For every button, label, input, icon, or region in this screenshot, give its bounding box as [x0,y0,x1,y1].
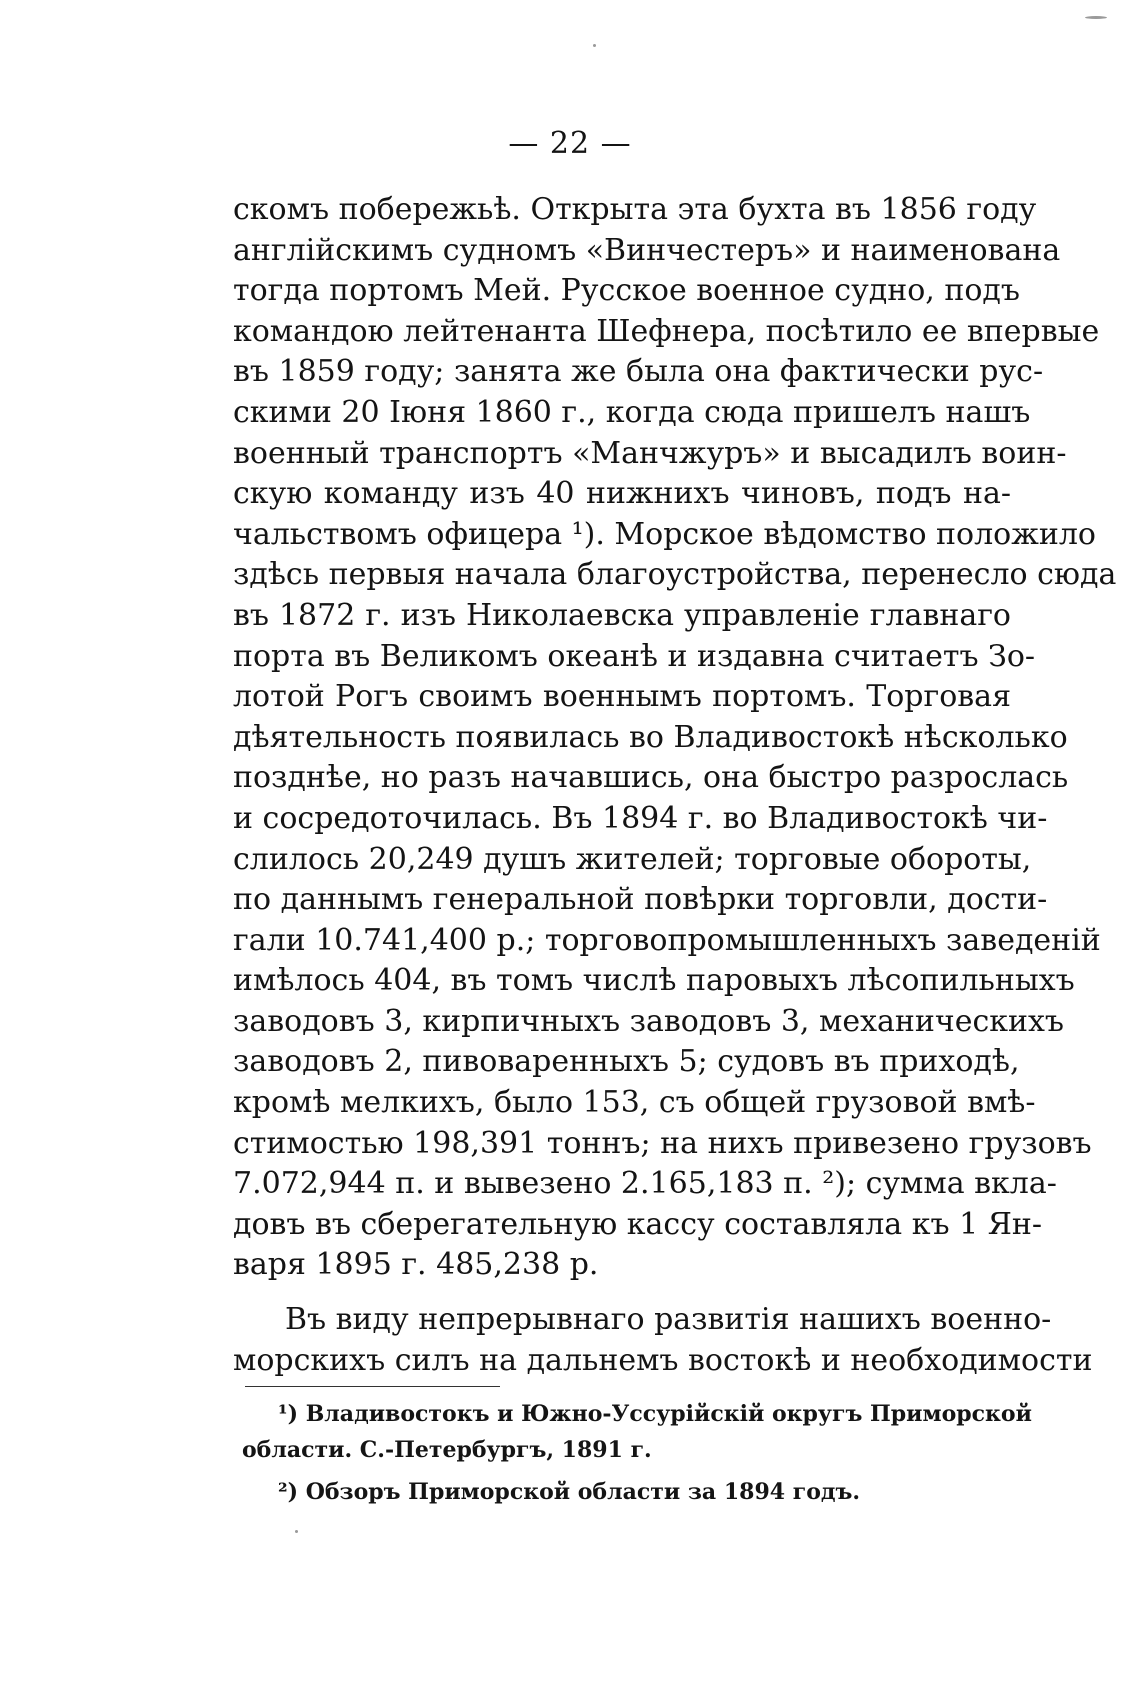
text-line: англійскимъ судномъ «Винчестеръ» и наименована [233,232,1061,268]
text-line: варя 1895 г. 485,238 р. [233,1247,599,1283]
text-line: порта въ Великомъ океанѣ и издавна считаетъ Зо- [233,638,1036,674]
text-line: заводовъ 2, пивоваренныхъ 5; судовъ въ приходѣ, [233,1044,1020,1080]
text-line: слилось 20,249 душъ жителей; торговые обороты, [233,841,1032,877]
text-line: лотой Рогъ своимъ военнымъ портомъ. Торговая [233,679,1011,715]
text-line: и сосредоточилась. Въ 1894 г. во Владивостокѣ чи- [233,800,1048,836]
text-line: заводовъ 3, кирпичныхъ заводовъ 3, механическихъ [233,1003,1065,1039]
footnote-line: ²) Обзоръ Приморской области за 1894 годъ. [278,1479,861,1505]
text-line: дѣятельность появилась во Владивостокѣ нѣсколько [233,719,1068,755]
text-line: скую команду изъ 40 нижнихъ чиновъ, подъ на- [233,476,1011,512]
text-line: военный транспортъ «Манчжуръ» и высадилъ воин- [233,435,1067,471]
text-line: довъ въ сберегательную кассу составляла къ 1 Ян- [233,1206,1043,1242]
footnote-1 [242,1396,1032,1468]
paper-speck [295,1530,298,1533]
text-line: въ 1859 году; занята же была она фактически рус- [233,354,1044,390]
footnote-rule [245,1386,500,1387]
footnote-line: ¹) Владивостокъ и Южно-Уссурійскій округъ Приморской [278,1401,1032,1427]
footnote-line: области. С.-Петербургъ, 1891 г. [242,1437,652,1463]
text-line: здѣсь первыя начала благоустройства, перенесло сюда [233,557,1117,593]
paper-speck [1085,16,1107,19]
text-line: въ 1872 г. изъ Николаевска управленіе главнаго [233,597,1011,633]
text-line: имѣлось 404, въ томъ числѣ паровыхъ лѣсопильныхъ [233,963,1075,999]
footnote-2 [242,1474,1012,1510]
text-line: стимостью 198,391 тоннъ; на нихъ привезено грузовъ [233,1125,1092,1161]
text-line: Въ виду непрерывнаго развитія нашихъ военно- [285,1302,1052,1338]
text-line: командою лейтенанта Шефнера, посѣтило ее впервые [233,313,1100,349]
text-line: 7.072,944 п. и вывезено 2.165,183 п. ²); сумма вкла- [233,1166,1057,1202]
page-number: — 22 — [508,126,632,161]
paragraph-2 [233,1300,1093,1381]
text-line: гали 10.741,400 р.; торговопромышленныхъ заведеній [233,922,1101,958]
text-line: по даннымъ генеральной повѣрки торговли, дости- [233,882,1048,918]
text-line: скомъ побережьѣ. Открыта эта бухта въ 1856 году [233,192,1037,227]
text-line: позднѣе, но разъ начавшись, она быстро разрослась [233,760,1069,796]
paragraph-1 [233,190,1117,1286]
paper-speck [593,44,596,47]
text-line: чальствомъ офицера ¹). Морское вѣдомство положило [233,516,1096,552]
text-line: скими 20 Іюня 1860 г., когда сюда пришелъ нашъ [233,394,1031,430]
text-line: тогда портомъ Мей. Русское военное судно, подъ [233,273,1020,309]
text-line: кромѣ мелкихъ, было 153, съ общей грузовой вмѣ- [233,1085,1036,1121]
footnotes [242,1396,1032,1510]
paragraph-gap [233,1286,1011,1300]
body-text [233,190,1117,1381]
text-line: морскихъ силъ на дальнемъ востокѣ и необходимости [233,1342,1093,1378]
